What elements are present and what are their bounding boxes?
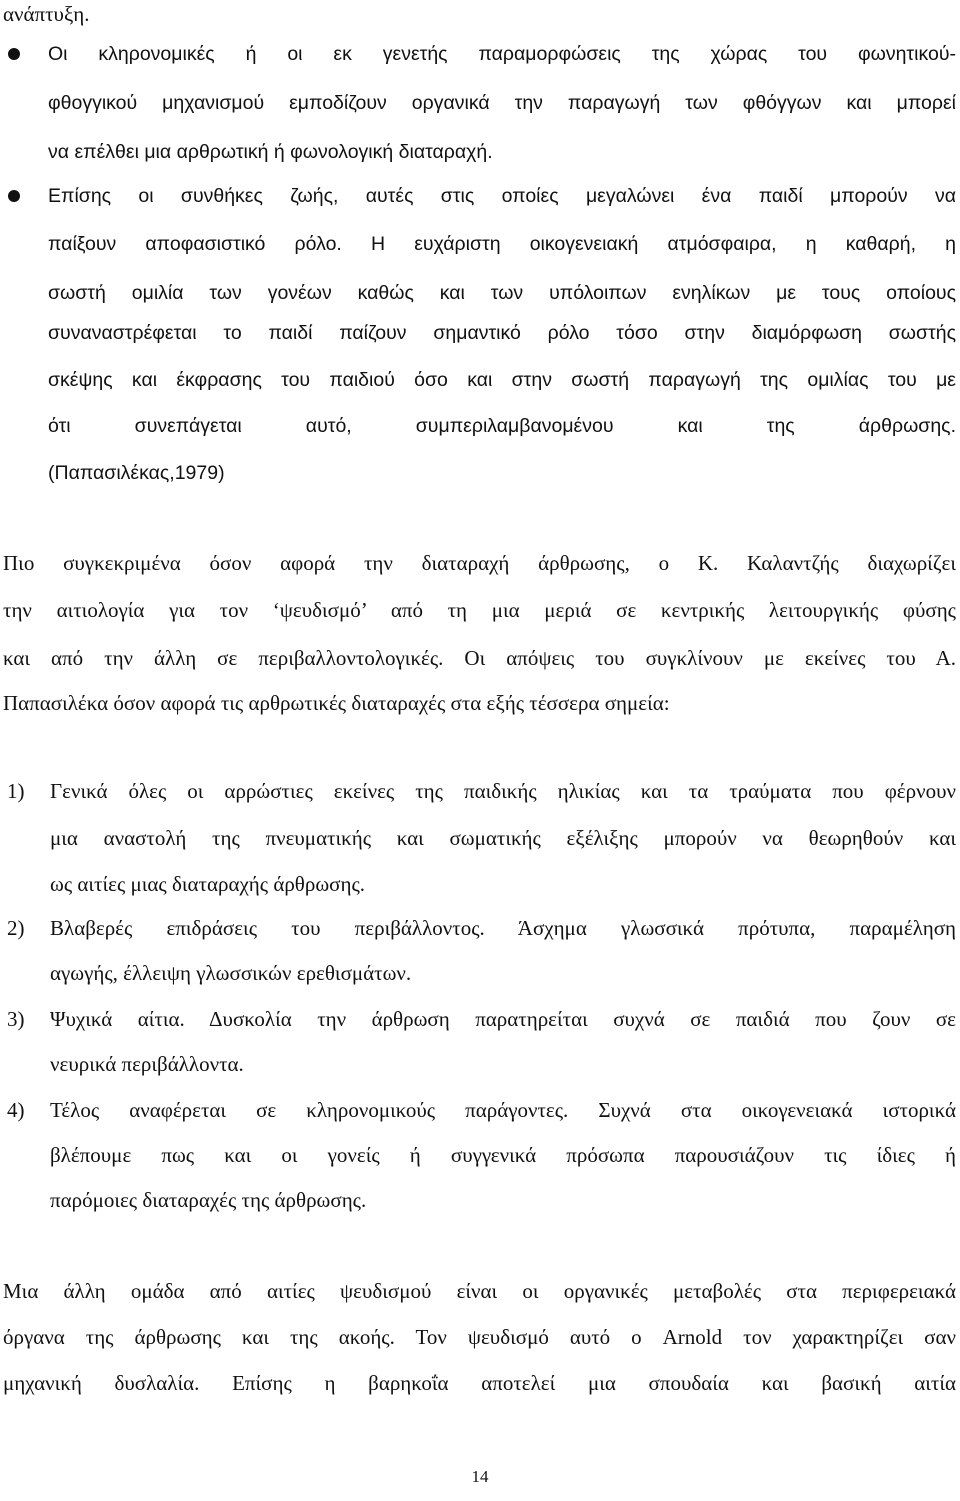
- bullet2-line-7: (Παπασιλέκας,1979): [48, 462, 225, 484]
- list-item-1-line-1: Γενικά όλες οι αρρώστιες εκείνες της παιδικής ηλικίας και τα τραύματα που φέρνουν: [50, 779, 956, 803]
- list-item-3-number: 3): [7, 1007, 25, 1031]
- list-item-4-line-1: Τέλος αναφέρεται σε κληρονομικούς παράγοντες. Συχνά στα οικογενειακά ιστορικά: [50, 1098, 956, 1122]
- bullet2-line-1: Επίσης οι συνθήκες ζωής, αυτές στις οποίες μεγαλώνει ένα παιδί μπορούν να: [48, 185, 956, 207]
- list-item-2-line-2: αγωγής, έλλειψη γλωσσικών ερεθισμάτων.: [50, 961, 412, 985]
- list-item-3-line-1: Ψυχικά αίτια. Δυσκολία την άρθρωση παρατηρείται συχνά σε παιδιά που ζουν σε: [50, 1007, 956, 1031]
- bullet-dot-1: [8, 48, 20, 60]
- para1-line-4: Παπασιλέκα όσον αφορά τις αρθρωτικές διαταραχές στα εξής τέσσερα σημεία:: [3, 691, 670, 715]
- para2-line-3: μηχανική δυσλαλία. Επίσης η βαρηκοΐα αποτελεί μια σπουδαία και βασική αιτία: [3, 1371, 956, 1395]
- para2-line-2: όργανα της άρθρωσης και της ακοής. Τον ψευδισμό αυτό ο Arnold τον χαρακτηρίζει σαν: [3, 1325, 956, 1349]
- para1-line-2: την αιτιολογία για τον ‘ψευδισμό’ από τη μια μεριά σε κεντρικής λειτουργικής φύσης: [3, 598, 956, 622]
- bullet2-line-5: σκέψης και έκφρασης του παιδιού όσο και στην σωστή παραγωγή της ομιλίας του με: [48, 369, 956, 391]
- bullet2-line-4: συναναστρέφεται το παιδί παίζουν σημαντικό ρόλο τόσο στην διαμόρφωση σωστής: [48, 322, 956, 344]
- bullet1-line-1: Οι κληρονομικές ή οι εκ γενετής παραμορφώσεις της χώρας του φωνητικού-: [48, 43, 956, 65]
- bullet2-line-3: σωστή ομιλία των γονέων καθώς και των υπόλοιπων ενηλίκων με τους οποίους: [48, 282, 956, 304]
- intro-tail-line: ανάπτυξη.: [3, 2, 90, 26]
- list-item-4-number: 4): [7, 1098, 25, 1122]
- list-item-1-number: 1): [7, 779, 25, 803]
- list-item-4-line-3: παρόμοιες διαταραχές της άρθρωσης.: [50, 1188, 367, 1212]
- list-item-1-line-3: ως αιτίες μιας διαταραχής άρθρωσης.: [50, 872, 366, 896]
- bullet1-line-3: να επέλθει μια αρθρωτική ή φωνολογική διαταραχή.: [48, 141, 493, 163]
- para2-line-1: Μια άλλη ομάδα από αιτίες ψευδισμού είναι οι οργανικές μεταβολές στα περιφερειακά: [3, 1279, 956, 1303]
- list-item-3-line-2: νευρικά περιβάλλοντα.: [50, 1052, 244, 1076]
- para1-line-3: και από την άλλη σε περιβαλλοντολογικές. Οι απόψεις του συγκλίνουν με εκείνες του Α.: [3, 646, 956, 670]
- bullet1-line-2: φθογγικού μηχανισμού εμποδίζουν οργανικά την παραγωγή των φθόγγων και μπορεί: [48, 92, 956, 114]
- page-number: 14: [471, 1467, 489, 1486]
- bullet2-line-2: παίξουν αποφασιστικό ρόλο. Η ευχάριστη οικογενειακή ατμόσφαιρα, η καθαρή, η: [48, 233, 956, 255]
- list-item-2-line-1: Βλαβερές επιδράσεις του περιβάλλοντος. Άσχημα γλωσσικά πρότυπα, παραμέληση: [50, 916, 956, 940]
- list-item-4-line-2: βλέπουμε πως και οι γονείς ή συγγενικά πρόσωπα παρουσιάζουν τις ίδιες ή: [50, 1143, 956, 1167]
- para1-line-1: Πιο συγκεκριμένα όσον αφορά την διαταραχή άρθρωσης, ο Κ. Καλαντζής διαχωρίζει: [3, 551, 956, 575]
- list-item-2-number: 2): [7, 916, 25, 940]
- bullet-dot-2: [8, 190, 20, 202]
- list-item-1-line-2: μια αναστολή της πνευματικής και σωματικής εξέλιξης μπορούν να θεωρηθούν και: [50, 826, 956, 850]
- bullet2-line-6: ότι συνεπάγεται αυτό, συμπεριλαμβανομένου και της άρθρωσης.: [48, 415, 956, 437]
